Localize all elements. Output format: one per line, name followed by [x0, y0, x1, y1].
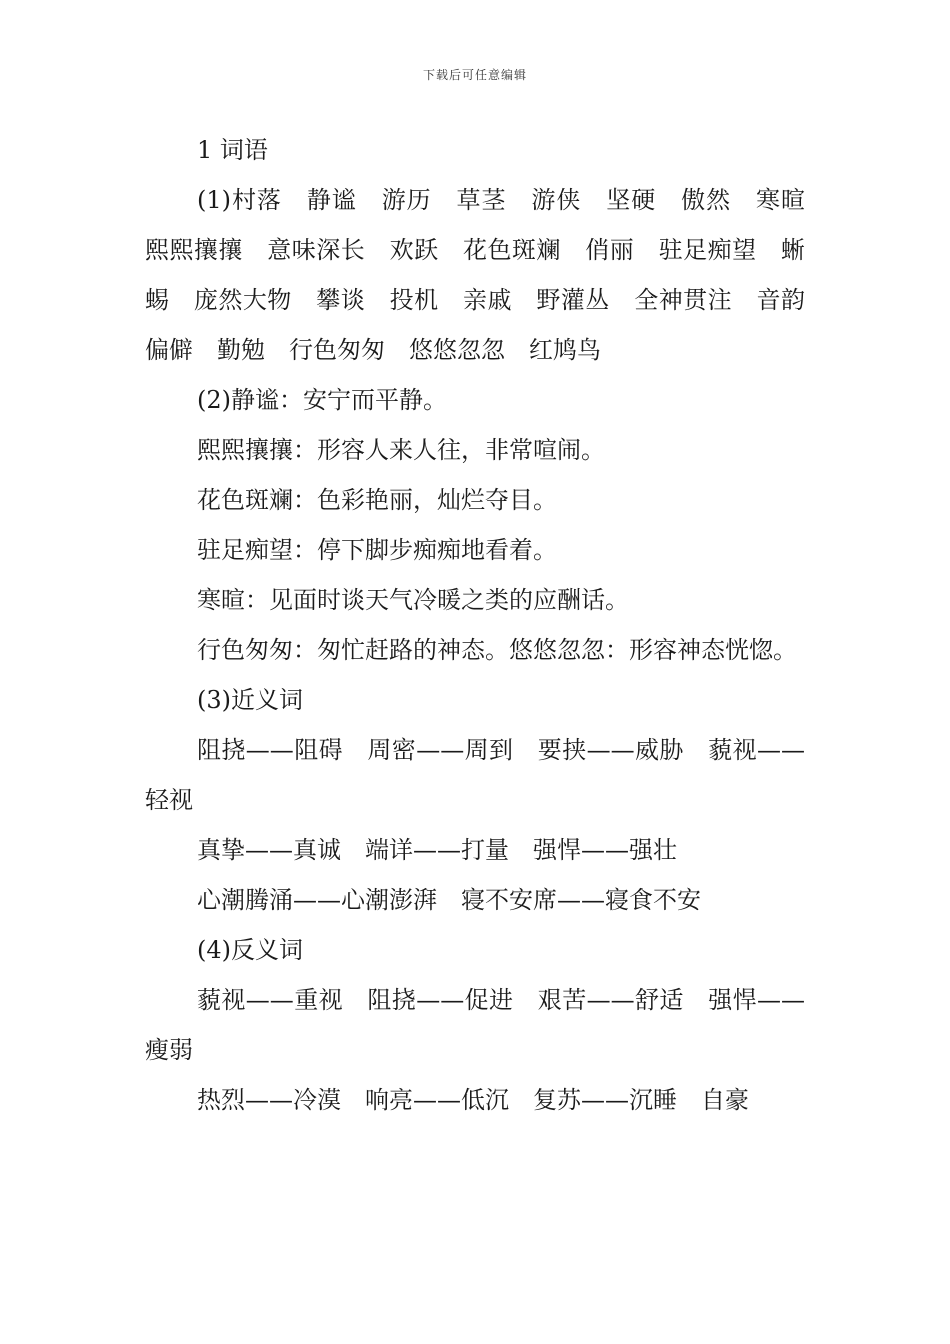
paragraph-definition: (2)静谧：安宁而平静。: [197, 386, 447, 414]
subsection-title-synonyms: (3)近义词: [197, 686, 303, 714]
paragraph-synonyms: 心潮腾涌——心潮澎湃 寝不安席——寝食不安: [197, 886, 701, 914]
paragraph-definition: 花色斑斓：色彩艳丽，灿烂夺目。: [197, 486, 557, 514]
paragraph-antonyms: 藐视——重视 阻挠——促进 艰苦——舒适 强悍——瘦弱: [145, 986, 805, 1064]
paragraph-word-list: (1)村落 静谧 游历 草茎 游侠 坚硬 傲然 寒暄 熙熙攘攘 意味深长 欢跃 花色斑斓 俏丽 驻足痴望 蜥蜴 庞然大物 攀谈 投机 亲戚 野灌丛 全神贯注 音韵 偏僻 勤勉 行色匆匆 悠悠忽忽 红鸠鸟: [145, 186, 829, 364]
page-header: 下载后可任意编辑: [422, 68, 527, 82]
document-body: [145, 125, 829, 1125]
section-title: 1 词语: [197, 136, 268, 164]
subsection-title-antonyms: (4)反义词: [197, 936, 303, 964]
paragraph-definition: 寒暄：见面时谈天气冷暖之类的应酬话。: [197, 586, 629, 614]
paragraph-synonyms: 阻挠——阻碍 周密——周到 要挟——威胁 藐视——轻视: [145, 736, 805, 814]
paragraph-synonyms: 真挚——真诚 端详——打量 强悍——强壮: [197, 836, 677, 864]
paragraph-antonyms: 热烈——冷漠 响亮——低沉 复苏——沉睡 自豪: [197, 1086, 749, 1114]
paragraph-definition: 驻足痴望：停下脚步痴痴地看着。: [197, 536, 557, 564]
paragraph-definition: 熙熙攘攘：形容人来人往，非常喧闹。: [197, 436, 605, 464]
paragraph-definition: 行色匆匆：匆忙赶路的神态。悠悠忽忽：形容神态恍惚。: [197, 636, 797, 664]
